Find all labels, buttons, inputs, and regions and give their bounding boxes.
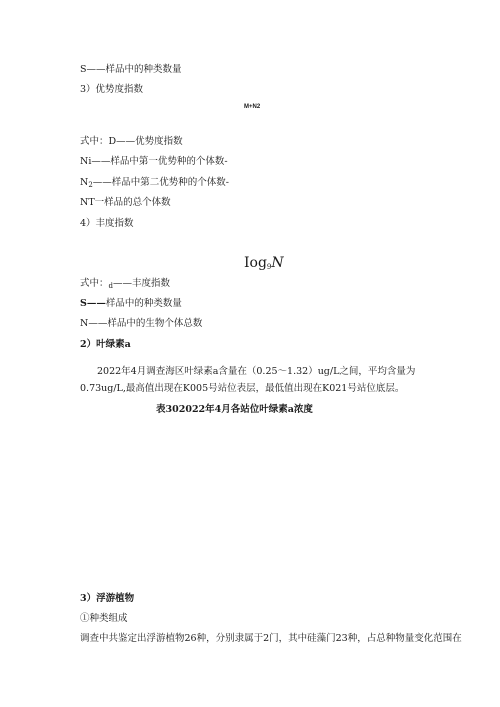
n1-definition: Ni——样品中第一优势种的个体数- <box>80 156 228 167</box>
richness-heading: 4）丰度指数 <box>80 218 134 229</box>
n2-suffix: ——样品中第二优势种的个体数- <box>92 177 229 188</box>
n2-subscript: 2 <box>88 181 93 189</box>
log-subscript: 9 <box>266 263 272 271</box>
n-definition: N——样品中的生物个体总数 <box>80 318 203 329</box>
table-title: 表302022年4月各站位叶绿素a浓度 <box>156 404 313 415</box>
richness-prefix: 式中： <box>80 278 109 289</box>
species-heading: ①种类组成 <box>80 613 128 624</box>
s-bold: S—— <box>80 298 106 309</box>
dominance-heading: 3）优势度指数 <box>80 84 144 95</box>
log-variable: N <box>271 255 284 271</box>
richness-definition <box>80 278 170 292</box>
log-text: Iog <box>244 255 267 271</box>
richness-suffix: ——丰度指数 <box>113 278 171 289</box>
plankton-heading: 3）浮游植物 <box>80 593 135 604</box>
chlorophyll-paragraph: 2022年4月调查海区叶绿素a含量在（0.25～1.32）ug/L之间，平均含量为0.73ug/L,最高值出现在K005号站位表层，最低值出现在K021号站位底层。 <box>80 366 416 394</box>
s-species-def-2 <box>80 298 182 310</box>
d-definition: 式中：D——优势度指数 <box>80 136 183 147</box>
plankton-paragraph: 调查中共鉴定出浮游植物26种，分别隶属于2门，其中硅藻门23种，占总种物量变化范围在 <box>80 633 462 644</box>
richness-subscript: d <box>108 282 113 290</box>
dominance-formula: M+N2 <box>244 104 261 110</box>
n2-definition <box>80 177 229 191</box>
n2-prefix: N <box>80 177 89 188</box>
s-species-def: S——样品中的种类数量 <box>80 64 182 75</box>
nt-definition: NT一样品的总个体数 <box>80 197 171 208</box>
chlorophyll-heading: 2）叶绿素a <box>80 339 131 350</box>
s-rest: 样品中的种类数量 <box>105 298 182 309</box>
richness-formula <box>244 255 284 271</box>
